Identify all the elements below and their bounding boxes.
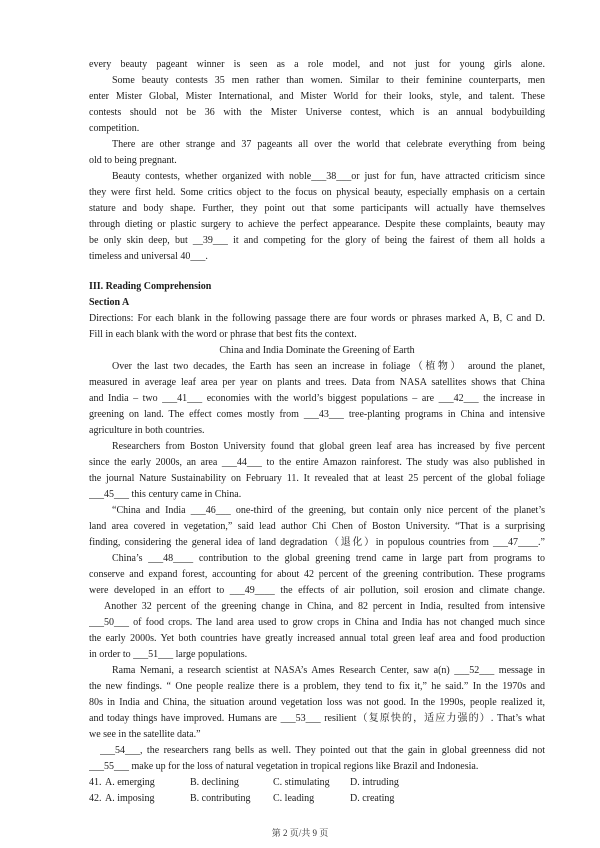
passage-line: since the early 2000s, an area ___44___ to the entire Amazon rainforest. The study was also published in	[89, 457, 545, 468]
directions-text: Fill in each blank with the word or phrase that best fits the context.	[89, 329, 357, 340]
option-number: 42.	[89, 793, 102, 804]
passage-line: the early 2000s. Yet both countries have greatly increased annual total green leaf area and food production	[89, 633, 545, 644]
passage-line: finding, considering the general idea of land degradation（退化）in populous countries from ___47____.”	[89, 537, 545, 548]
option-a[interactable]: A. imposing	[105, 793, 155, 804]
page-number: 第 2 页/共 9 页	[271, 828, 329, 838]
passage-line: we see in the satellite data.”	[89, 729, 201, 740]
passage-title: China and India Dominate the Greening of Earth	[219, 345, 415, 356]
passage-line: stature and body shape. Further, they point out that some participants will actually have themselves	[89, 203, 545, 214]
passage-line: “China and India ___46___ one-third of the greening, but contain only nice percent of the planet’s	[112, 505, 545, 516]
passage-line: China’s ___48____ contribution to the global greening trend came in large part from programs to	[112, 553, 545, 564]
passage-line: Some beauty contests 35 men rather than women. Similar to their feminine counterparts, men	[112, 75, 545, 86]
passage-line: Another 32 percent of the greening change in China, and 82 percent in India, resulted from intensive	[104, 601, 545, 612]
passage-line: contests should not be 36 with the Mister Universe contest, which is an annual bodybuilding	[89, 107, 545, 118]
passage-line: Rama Nemani, a research scientist at NASA’s Ames Research Center, saw a(n) ___52___ message in	[112, 665, 545, 676]
section-heading: III. Reading Comprehension	[89, 281, 212, 292]
option-c[interactable]: C. stimulating	[273, 777, 330, 788]
passage-line: agriculture in both countries.	[89, 425, 205, 436]
passage-line: 80s in India and China, the situation around vegetation loss was not good. In the 1990s, people realized it,	[89, 697, 545, 708]
section-subheading: Section A	[89, 297, 130, 308]
option-a[interactable]: A. emerging	[105, 777, 155, 788]
option-d[interactable]: D. creating	[350, 793, 395, 804]
passage-line: land area covered in vegetation,” said lead author Chi Chen of Boston University. “That is a surprising	[89, 521, 545, 532]
directions-text: Directions: For each blank in the following passage there are four words or phrases marked A, B, C and D.	[89, 313, 545, 324]
passage-line: were developed in an effort to ___49____ the effects of air pollution, soil erosion and climate change.	[89, 585, 545, 596]
passage-line: and today things have improved. Humans are ___53___ resilient（复原快的，适应力强的）. That’s what	[89, 713, 545, 724]
passage-line: timeless and universal 40___.	[89, 251, 208, 262]
option-number: 41.	[89, 777, 102, 788]
passage-line: greening on land. The effect comes mostly from ___43___ tree-planting programs in China and intensive	[89, 409, 545, 420]
passage-line: the journal Nature Sustainability on February 11. It revealed that at least 25 percent of the global foliage	[89, 473, 545, 484]
passage-line: and India – two ___41___ economies with the world’s biggest populations – are ___42___ the increase in	[89, 393, 545, 404]
passage-line: ___54___, the researchers rang bells as well. They pointed out that the gain in global greenness did not	[100, 745, 545, 756]
passage-line: Over the last two decades, the Earth has seen an increase in foliage（植物） around the planet,	[112, 361, 545, 372]
passage-line: be only skin deep, but __39___ it and competing for the glory of being the fairest of them all holds a	[89, 235, 545, 246]
passage-line: through dieting or plastic surgery to achieve the perfect appearance. Despite these complaints, beauty may	[89, 219, 545, 230]
passage-line: they were first held. Some critics object to the focus on physical beauty, especially emphasis on a certain	[89, 187, 545, 198]
passage-line: ___45___ this century came in China.	[89, 489, 242, 500]
passage-line: conserve and expand forest, accounting for about 42 percent of the greening contribution. These programs	[89, 569, 545, 580]
passage-line: Researchers from Boston University found that global green leaf area has increased by five percent	[112, 441, 545, 452]
passage-line: enter Mister Global, Mister International, and Mister World for their looks, style, and talent. These	[89, 91, 545, 102]
passage-line: the new findings. “ One people realize there is a problem, they tend to fix it,” he said.” In the 1970s and	[89, 681, 545, 692]
passage-line: ___55___ make up for the loss of natural vegetation in tropical regions like Brazil and Indonesia.	[89, 761, 479, 772]
passage-line: every beauty pageant winner is seen as a role model, and not just for young girls alone.	[89, 59, 545, 70]
passage-line: in order to ___51___ large populations.	[89, 649, 248, 660]
option-c[interactable]: C. leading	[273, 793, 315, 804]
passage-line: ___50___ of food crops. The land area used to grow crops in China and India has not changed much since	[89, 617, 545, 628]
option-d[interactable]: D. intruding	[350, 777, 399, 788]
option-b[interactable]: B. contributing	[190, 793, 251, 804]
option-b[interactable]: B. declining	[190, 777, 239, 788]
passage-line: old to being pregnant.	[89, 155, 177, 166]
passage-line: There are other strange and 37 pageants all over the world that celebrate everything from being	[112, 139, 545, 150]
passage-line: measured in average leaf area per year on plants and trees. Data from NASA satellites shows that China	[89, 377, 545, 388]
passage-line: competition.	[89, 123, 140, 134]
passage-line: Beauty contests, whether organized with noble___38___or just for fun, have attracted criticism since	[112, 171, 545, 182]
